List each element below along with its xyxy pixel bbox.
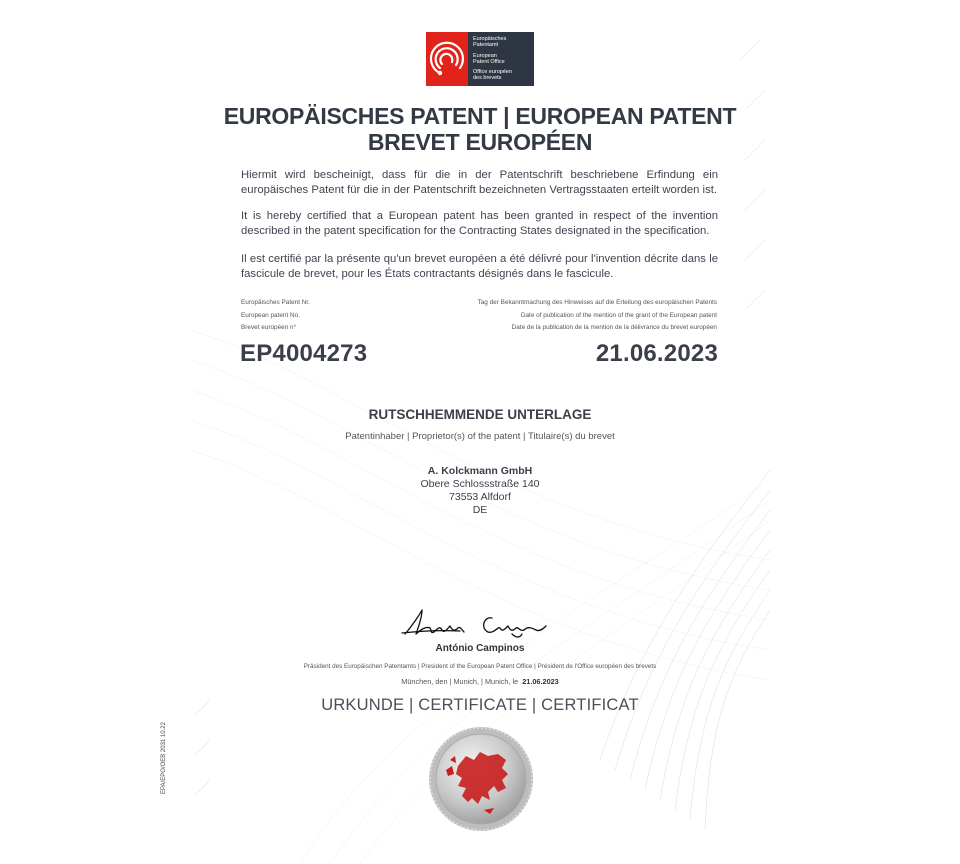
logo-line: des brevets bbox=[473, 75, 502, 82]
place-label: München, den | Munich, | Munich, le bbox=[401, 677, 519, 686]
logo-line: European bbox=[473, 52, 497, 59]
europe-map-seal-icon bbox=[428, 726, 534, 832]
form-code: EPA/EPO/OEB 2031 10.22 bbox=[161, 722, 167, 794]
signatory-role: Präsident des Europäischen Patentamts | President of the European Patent Office | Président de l'Office européen des brevets bbox=[303, 663, 657, 670]
certification-text-en: It is hereby certified that a European patent has been granted in respect of the invention described in the patent specification for the Contracting States designated in the specification. bbox=[241, 210, 718, 237]
document-title-fr: BREVET EUROPÉEN bbox=[367, 129, 593, 155]
handwritten-signature bbox=[400, 604, 550, 644]
certificate-label: URKUNDE | CERTIFICATE | CERTIFICAT bbox=[321, 696, 639, 714]
proprietor-label: Patentinhaber | Proprietor(s) of the patent | Titulaire(s) du brevet bbox=[345, 431, 615, 442]
signatory-name: António Campinos bbox=[435, 643, 525, 654]
invention-title: RUTSCHHEMMENDE UNTERLAGE bbox=[368, 407, 592, 422]
certification-text-fr: Il est certifié par la présente qu'un brevet européen a été délivré pour l'invention décrite dans le fascicule de brevet, pour les États contractants désignés dans le fascicule. bbox=[241, 253, 718, 280]
certification-text-de: Hiermit wird bescheinigt, dass für die in der Patentschrift beschriebene Erfindung ein europäisches Patent für die in der Patentschrift bezeichneten Vertragsstaaten erteilt worden ist. bbox=[241, 169, 718, 196]
proprietor-country: DE bbox=[472, 504, 488, 516]
publication-date-label: Tag der Bekanntmachung des Hinweises auf die Erteilung des europäischen Patents bbox=[477, 299, 717, 306]
proprietor-address bbox=[380, 465, 580, 517]
proprietor-city: 73553 Alfdorf bbox=[449, 491, 511, 503]
publication-date-label: Date de la publication de la mention de la délivrance du brevet européen bbox=[511, 324, 717, 331]
place-and-date bbox=[190, 677, 770, 686]
publication-date-label: Date of publication of the mention of the grant of the European patent bbox=[520, 311, 717, 319]
patent-number-labels bbox=[241, 297, 310, 335]
patent-number-label: European patent No. bbox=[241, 311, 300, 319]
epo-logo bbox=[426, 32, 534, 86]
proprietor-name: A. Kolckmann GmbH bbox=[427, 465, 533, 477]
publication-date-labels bbox=[400, 297, 717, 335]
publication-date: 21.06.2023 bbox=[595, 340, 718, 367]
logo-line: Patentamt bbox=[473, 42, 499, 49]
epo-logo-text bbox=[468, 32, 534, 86]
proprietor-street: Obere Schlossstraße 140 bbox=[420, 478, 540, 490]
patent-number-label: Europäisches Patent Nr. bbox=[241, 299, 310, 306]
patent-number-label: Brevet européen n° bbox=[241, 324, 297, 331]
patent-number: EP4004273 bbox=[240, 340, 368, 367]
logo-line: Patent Office bbox=[473, 58, 505, 65]
signature-date: 21.06.2023 bbox=[522, 677, 559, 686]
document-title: EUROPÄISCHES PATENT | EUROPEAN PATENT bbox=[223, 103, 737, 129]
logo-line: Europäisches bbox=[473, 36, 507, 42]
epo-logo-icon bbox=[426, 32, 468, 86]
logo-line: Office européen bbox=[473, 69, 513, 76]
